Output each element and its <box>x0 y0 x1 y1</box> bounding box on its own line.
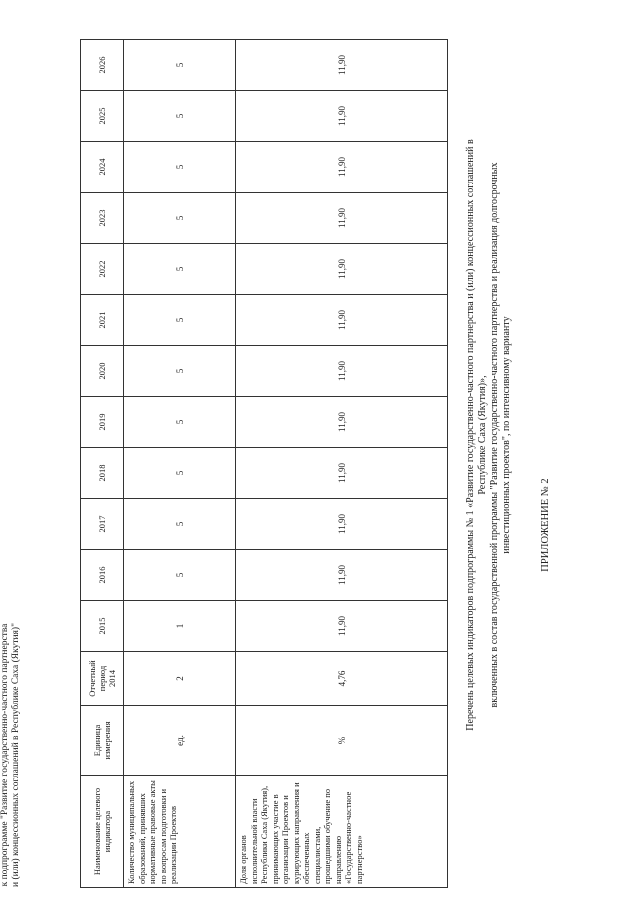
header-year: 2024 <box>81 142 124 193</box>
header-year: 2015 <box>81 601 124 652</box>
table-row <box>124 40 236 888</box>
indicator-value: 5 <box>124 397 236 448</box>
indicator-report-value: 2 <box>124 652 236 706</box>
header-year: 2022 <box>81 244 124 295</box>
indicator-value: 11,90 <box>236 397 448 448</box>
header-year: 2026 <box>81 40 124 91</box>
header-year: 2021 <box>81 295 124 346</box>
heading-line: включенных в состав государственной программы "Развитие государственно-частного партнерства и реализация долгосрочных <box>489 162 500 708</box>
indicator-value: 5 <box>124 244 236 295</box>
header-row <box>81 40 124 888</box>
indicator-value: 5 <box>124 499 236 550</box>
header-unit: Единица измерения <box>81 706 124 776</box>
appendix-subtitle-line: к подпрограмме "Развитие государственно-частного партнерства <box>0 623 10 887</box>
indicator-value: 5 <box>124 193 236 244</box>
indicator-value: 11,90 <box>236 550 448 601</box>
appendix-subtitle-line: и (или) концессионных соглашений в Республике Саха (Якутия)" <box>11 623 21 887</box>
indicator-value: 11,90 <box>236 295 448 346</box>
header-year: 2025 <box>81 91 124 142</box>
heading-line: инвестиционных проектов", по интенсивному варианту <box>501 316 512 554</box>
heading-line: Перечень целевых индикаторов подпрограммы № 1 «Развитие государственно-частного партнерства и (или) концессионных соглашений в Республике Саха (Якутия)», <box>465 139 488 731</box>
header-report-label: Отчетный период <box>87 660 107 697</box>
header-report-period <box>81 652 124 706</box>
indicators-table <box>80 39 448 888</box>
indicator-name: Количество муниципальных образований, принявших нормативные правовые акты по вопросам подготовки и реализации Проектов <box>124 776 236 888</box>
header-year: 2016 <box>81 550 124 601</box>
appendix-title: ПРИЛОЖЕНИЕ № 2 <box>540 478 551 572</box>
indicator-value: 5 <box>124 40 236 91</box>
header-name: Наименование целевого индикатора <box>81 776 124 888</box>
indicator-value: 5 <box>124 295 236 346</box>
indicator-value: 5 <box>124 448 236 499</box>
indicator-value: 11,90 <box>236 601 448 652</box>
indicator-value: 5 <box>124 346 236 397</box>
indicator-value: 5 <box>124 550 236 601</box>
header-report-year: 2014 <box>107 670 117 687</box>
indicator-value: 11,90 <box>236 193 448 244</box>
header-year: 2023 <box>81 193 124 244</box>
header-year: 2017 <box>81 499 124 550</box>
indicator-name: Доля органов исполнительной власти Республики Саха (Якутия), принимающих участие в организации Проектов и курирующих направления и обеспеченных специалистами, прошедшими обучение по направлению «Государственно-частное партнерство» <box>236 776 448 888</box>
appendix-subtitle <box>0 605 22 905</box>
table-heading <box>465 135 513 735</box>
indicator-value: 1 <box>124 601 236 652</box>
indicator-value: 11,90 <box>236 448 448 499</box>
indicator-value: 11,90 <box>236 40 448 91</box>
indicator-value: 11,90 <box>236 346 448 397</box>
indicator-unit: ед. <box>124 706 236 776</box>
header-year: 2018 <box>81 448 124 499</box>
indicator-value: 11,90 <box>236 142 448 193</box>
indicator-unit: % <box>236 706 448 776</box>
header-year: 2020 <box>81 346 124 397</box>
indicator-value: 5 <box>124 91 236 142</box>
indicator-report-value: 4,76 <box>236 652 448 706</box>
indicator-value: 11,90 <box>236 244 448 295</box>
indicator-value: 5 <box>124 142 236 193</box>
header-year: 2019 <box>81 397 124 448</box>
table-row <box>236 40 448 888</box>
indicator-value: 11,90 <box>236 499 448 550</box>
indicator-value: 11,90 <box>236 91 448 142</box>
